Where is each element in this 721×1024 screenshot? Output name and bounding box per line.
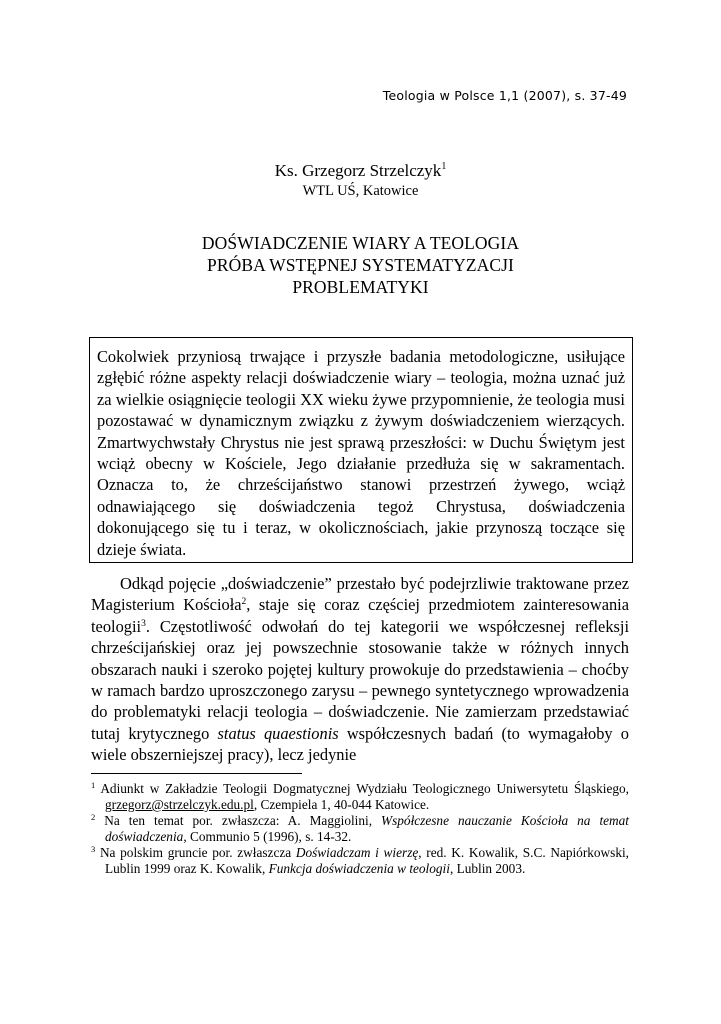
author-block bbox=[0, 160, 721, 200]
footnote-3: $^3$ Na polskim gruncie por. zwłaszcza Doświadczam i wierzę, red. K. Kowalik, S.C. Napiórkowski, Lublin 1999 oraz K. Kowalik, Funkcja doświadczenia w teologii, Lublin 2003. bbox=[91, 844, 630, 876]
footnote-ref-3[interactable]: 3 bbox=[141, 618, 146, 629]
footnote-2: $^2$ Na ten temat por. zwłaszcza: A. Maggiolini, Współczesne nauczanie Kościoła na temat doświadczenia, Communio 5 (1996), s. 14-32. bbox=[91, 812, 629, 844]
running-head: Teologia w Polsce 1,1 (2007), s. 37-49 bbox=[382, 88, 627, 103]
abstract-box: Cokolwiek przyniosą trwające i przyszłe badania metodologiczne, usiłujące zgłębić różne aspekty relacji doświadczenie wiary – teologia, można uznać już za wielkie osiągnięcie teologii XX wieku żywe przypomnienie, że teologia musi pozostawać w dynamicznym związku z żywym doświadczeniem wierzących. Zmartwychwstały Chrystus nie jest sprawą przeszłości: w Duchu Świętym jest wciąż obecny w Kościele, Jego działanie przedłuża się w sakramentach. Oznacza to, że chrześcijaństwo stanowi przestrzeń żywego, wciąż odnawiającego się doświadczenia tegoż Chrystusa, doświadczenia dokonującego się tu i teraz, w okolicznościach, jakie przynoszą toczące się dzieje świata. bbox=[89, 337, 633, 563]
footnote-ref-2[interactable]: 2 bbox=[241, 597, 247, 608]
italic-term: status quaestionis bbox=[217, 723, 339, 743]
title-line: DOŚWIADCZENIE WIARY A TEOLOGIA bbox=[201, 233, 520, 253]
article-title bbox=[0, 232, 721, 298]
footnotes bbox=[91, 781, 629, 877]
footnote-divider bbox=[91, 773, 302, 774]
body-paragraph: Odkąd pojęcie „doświadczenie” przestało być podejrzliwie traktowane przez Magisterium Kościoła$^2$, staje się coraz częściej przedmiotem zainteresowania teologii$^3$. Częstotliwość odwołań do tej kategorii we współczesnej refleksji chrześcijańskiej oraz jej powszechnie stosowanie także w różnych innych obszarach nauki i szeroko pojętej kultury prowokuje do przedstawienia – choćby w ramach bardzo uproszczonego zarysu – pewnego syntetycznego wprowadzenia do problematyki relacji teologia – doświadczenie. Nie zamierzam przedstawiać tutaj krytycznego status quaestionis współczesnych badań (to wymagałoby o wiele obszerniejszej pracy), lecz jedynie bbox=[91, 574, 630, 765]
email-link[interactable]: grzegorz@strzelczyk.edu.pl bbox=[105, 797, 254, 812]
author-name: Ks. Grzegorz Strzelczyk$^1$ bbox=[274, 161, 447, 180]
footnote-ref-1[interactable]: 1 bbox=[441, 161, 447, 172]
title-line: PROBLEMATYKI bbox=[292, 277, 429, 297]
author-affiliation: WTL UŚ, Katowice bbox=[302, 183, 419, 199]
title-line: PRÓBA WSTĘPNEJ SYSTEMATYZACJI bbox=[207, 255, 514, 275]
footnote-1: $^1$ Adiunkt w Zakładzie Teologii Dogmatycznej Wydziału Teologicznego Uniwersytetu Śląskiego, grzegorz@strzelczyk.edu.pl, Czempiela 1, 40-044 Katowice. bbox=[91, 780, 629, 812]
